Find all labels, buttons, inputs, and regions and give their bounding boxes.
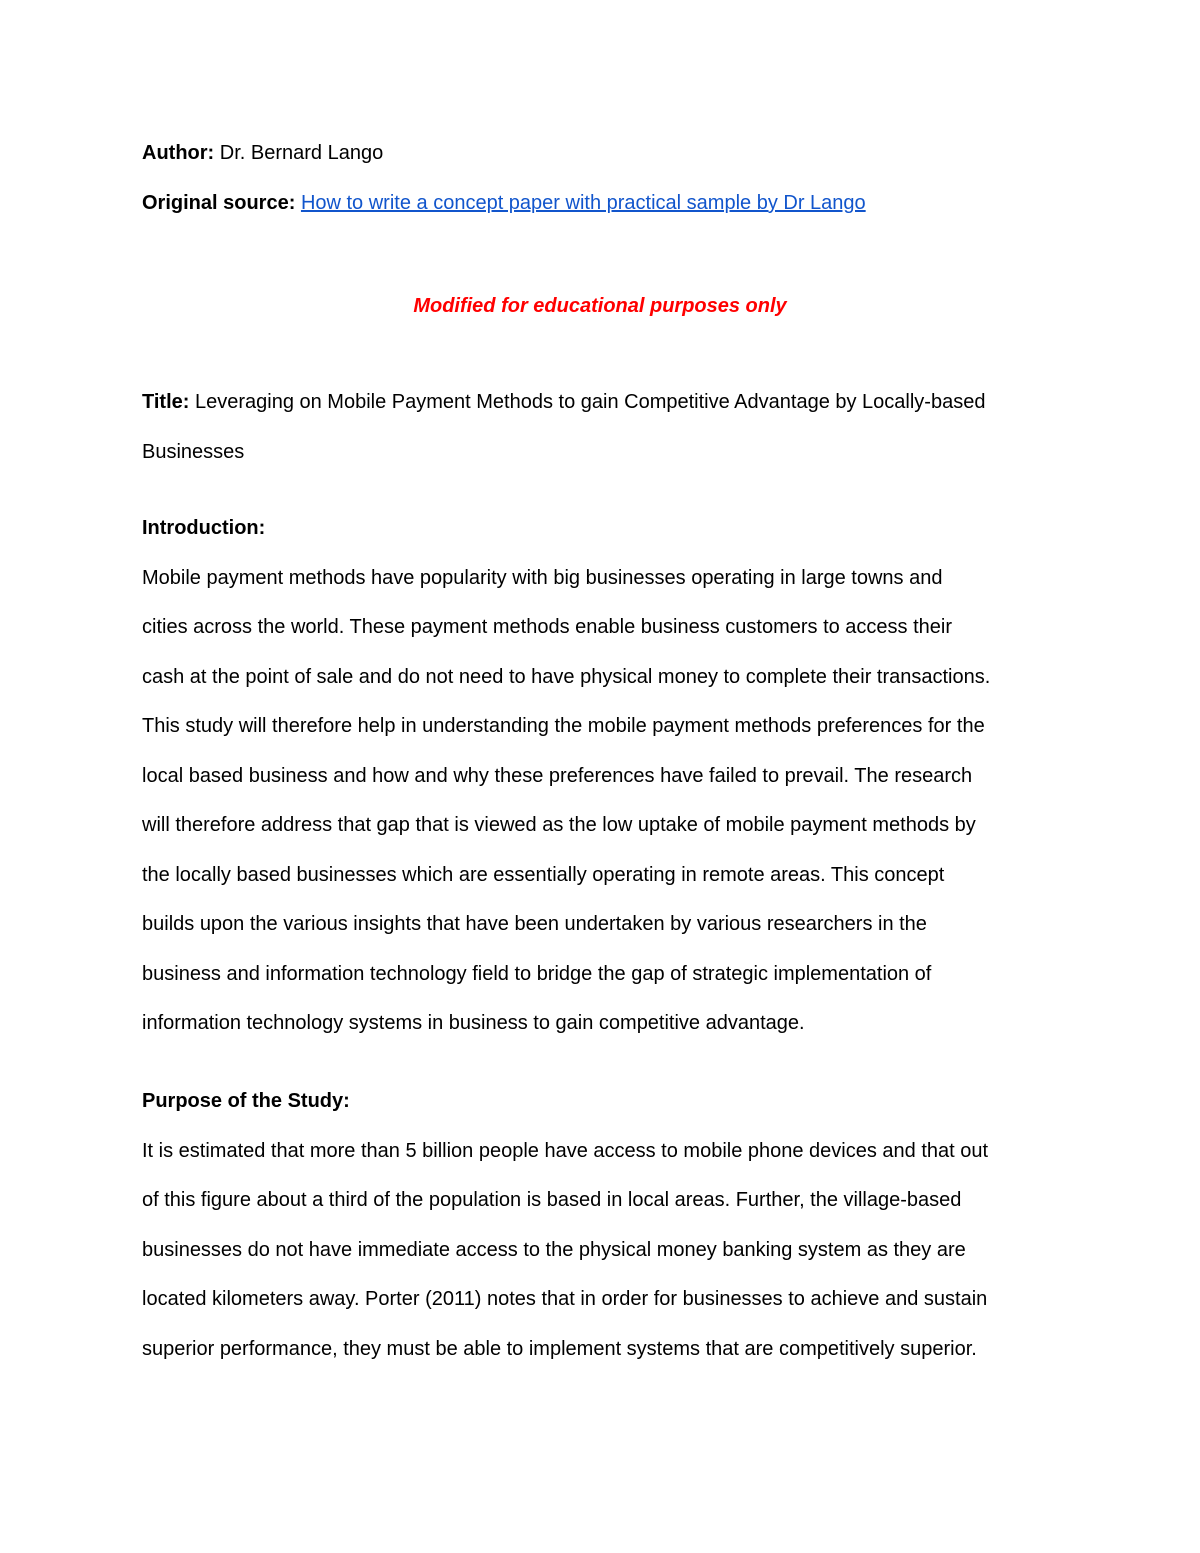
introduction-line: will therefore address that gap that is viewed as the low uptake of mobile payment methods by bbox=[142, 814, 976, 836]
introduction-line: builds upon the various insights that have been undertaken by various researchers in the bbox=[142, 913, 927, 935]
introduction-line: Mobile payment methods have popularity with big businesses operating in large towns and bbox=[142, 566, 943, 589]
purpose-section bbox=[142, 1077, 1072, 1374]
title-text-1: Leveraging on Mobile Payment Methods to gain Competitive Advantage by Locally-based bbox=[194, 391, 986, 413]
source-link[interactable]: How to write a concept paper with practical sample by Dr Lango bbox=[300, 192, 866, 214]
introduction-line: business and information technology field to bridge the gap of strategic implementation of bbox=[142, 962, 932, 985]
purpose-line: of this figure about a third of the population is based in local areas. Further, the village-based bbox=[142, 1189, 962, 1211]
introduction-line: This study will therefore help in understanding the mobile payment methods preferences for the bbox=[142, 715, 985, 737]
purpose-line: businesses do not have immediate access to the physical money banking system as they are bbox=[142, 1238, 966, 1261]
author-value: Dr. Bernard Lango bbox=[219, 142, 384, 164]
title-block bbox=[142, 378, 1072, 477]
title-label: Title: bbox=[142, 391, 190, 413]
author-label: Author: bbox=[142, 142, 215, 164]
purpose-line: located kilometers away. Porter (2011) notes that in order for businesses to achieve and sustain bbox=[142, 1288, 988, 1310]
author-line bbox=[142, 129, 1072, 179]
introduction-section bbox=[142, 504, 1072, 1049]
introduction-line: cash at the point of sale and do not need to have physical money to complete their transactions. bbox=[142, 665, 991, 688]
source-label: Original source: bbox=[142, 192, 296, 214]
introduction-line: information technology systems in business to gain competitive advantage. bbox=[142, 1012, 805, 1034]
source-line bbox=[142, 179, 1072, 229]
educational-notice: Modified for educational purposes only bbox=[413, 295, 787, 317]
purpose-line: superior performance, they must be able to implement systems that are competitively superior. bbox=[142, 1337, 977, 1360]
introduction-heading: Introduction: bbox=[142, 517, 266, 539]
introduction-line: the locally based businesses which are essentially operating in remote areas. This concept bbox=[142, 863, 945, 886]
introduction-line: cities across the world. These payment methods enable business customers to access their bbox=[142, 616, 953, 638]
purpose-line: It is estimated that more than 5 billion people have access to mobile phone devices and that out bbox=[142, 1139, 989, 1162]
purpose-heading: Purpose of the Study: bbox=[142, 1090, 350, 1112]
title-line-1 bbox=[142, 378, 1072, 428]
introduction-line: local based business and how and why these preferences have failed to prevail. The research bbox=[142, 764, 973, 787]
title-text-2: Businesses bbox=[142, 440, 245, 463]
